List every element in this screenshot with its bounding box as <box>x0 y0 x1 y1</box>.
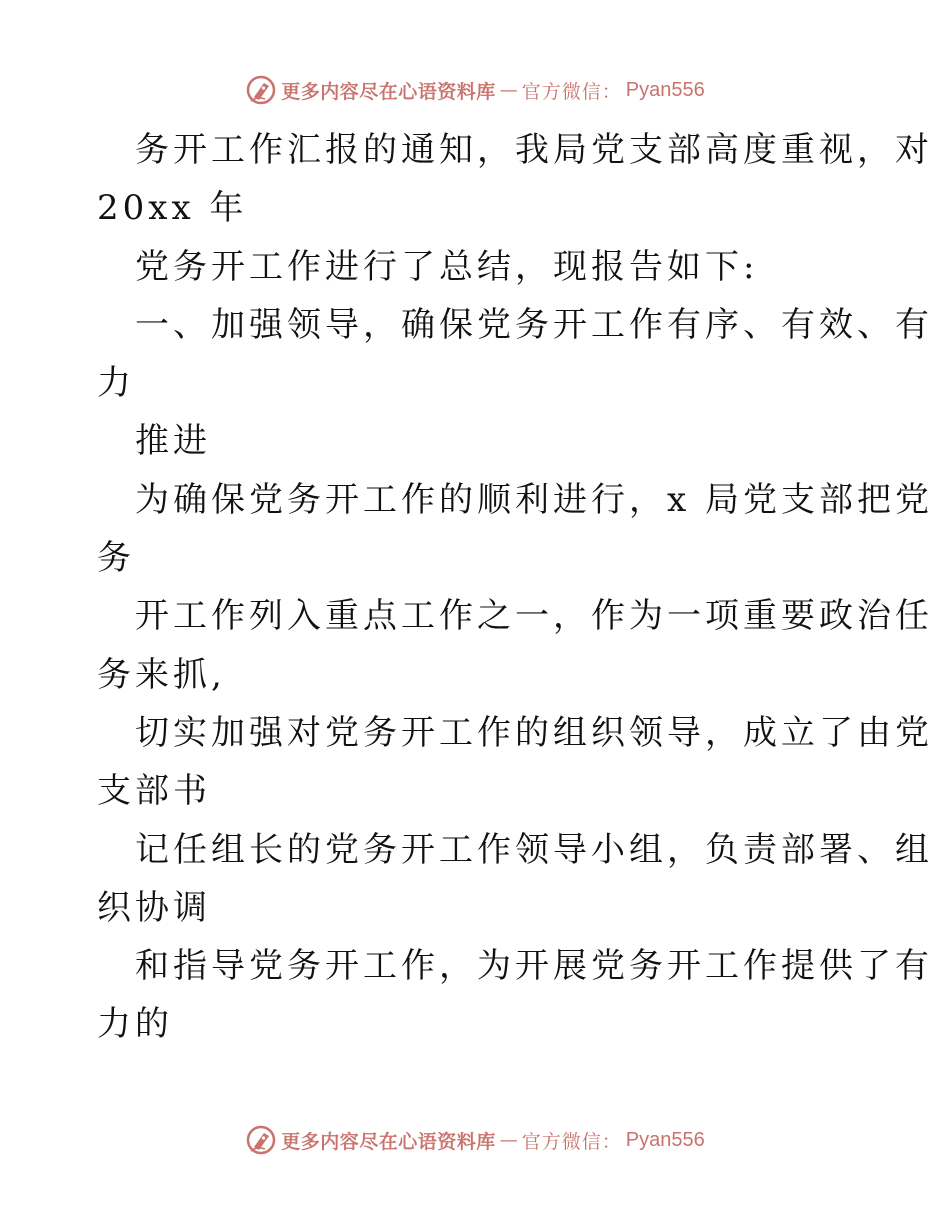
watermark-dash: — <box>499 79 518 101</box>
document-body <box>97 121 933 1054</box>
document-line: 支部书 <box>97 771 211 812</box>
pen-nib-circle-icon <box>245 74 277 106</box>
document-line: 织协调 <box>97 887 211 928</box>
footer-watermark <box>0 1122 950 1158</box>
document-line: 切实加强对党务开工作的组织领导，成立了由党 <box>135 712 933 753</box>
document-line: 为确保党务开工作的顺利进行，x 局党支部把党 <box>135 479 933 520</box>
document-line: 和指导党务开工作，为开展党务开工作提供了有 <box>135 946 933 987</box>
document-line: 20xx 年 <box>97 188 248 229</box>
watermark-wechat-id: Pyan556 <box>625 78 705 101</box>
document-line: 务开工作汇报的通知，我局党支部高度重视，对 <box>135 130 933 170</box>
document-line: 开工作列入重点工作之一，作为一项重要政治任 <box>135 596 933 637</box>
document-line: 一、加强领导，确保党务开工作有序、有效、有 <box>135 304 933 345</box>
watermark-brand: 更多内容尽在心语资料库 <box>281 80 496 103</box>
document-line: 力的 <box>97 1004 173 1045</box>
watermark-brand: 更多内容尽在心语资料库 <box>281 1130 496 1153</box>
watermark-dash: — <box>499 1129 518 1151</box>
document-line: 力 <box>97 363 135 404</box>
document-line: 务 <box>97 538 135 579</box>
header-watermark <box>0 72 950 108</box>
watermark-wechat-id: Pyan556 <box>625 1128 705 1151</box>
document-line: 推进 <box>135 421 211 462</box>
watermark-wechat-label: 官方微信： <box>521 1130 622 1153</box>
watermark-wechat-label: 官方微信： <box>521 80 622 103</box>
document-line: 党务开工作进行了总结，现报告如下: <box>135 246 759 287</box>
pen-nib-circle-icon <box>245 1124 277 1156</box>
document-line: 务来抓, <box>97 654 226 695</box>
document-line: 记任组长的党务开工作领导小组，负责部署、组 <box>135 829 933 870</box>
